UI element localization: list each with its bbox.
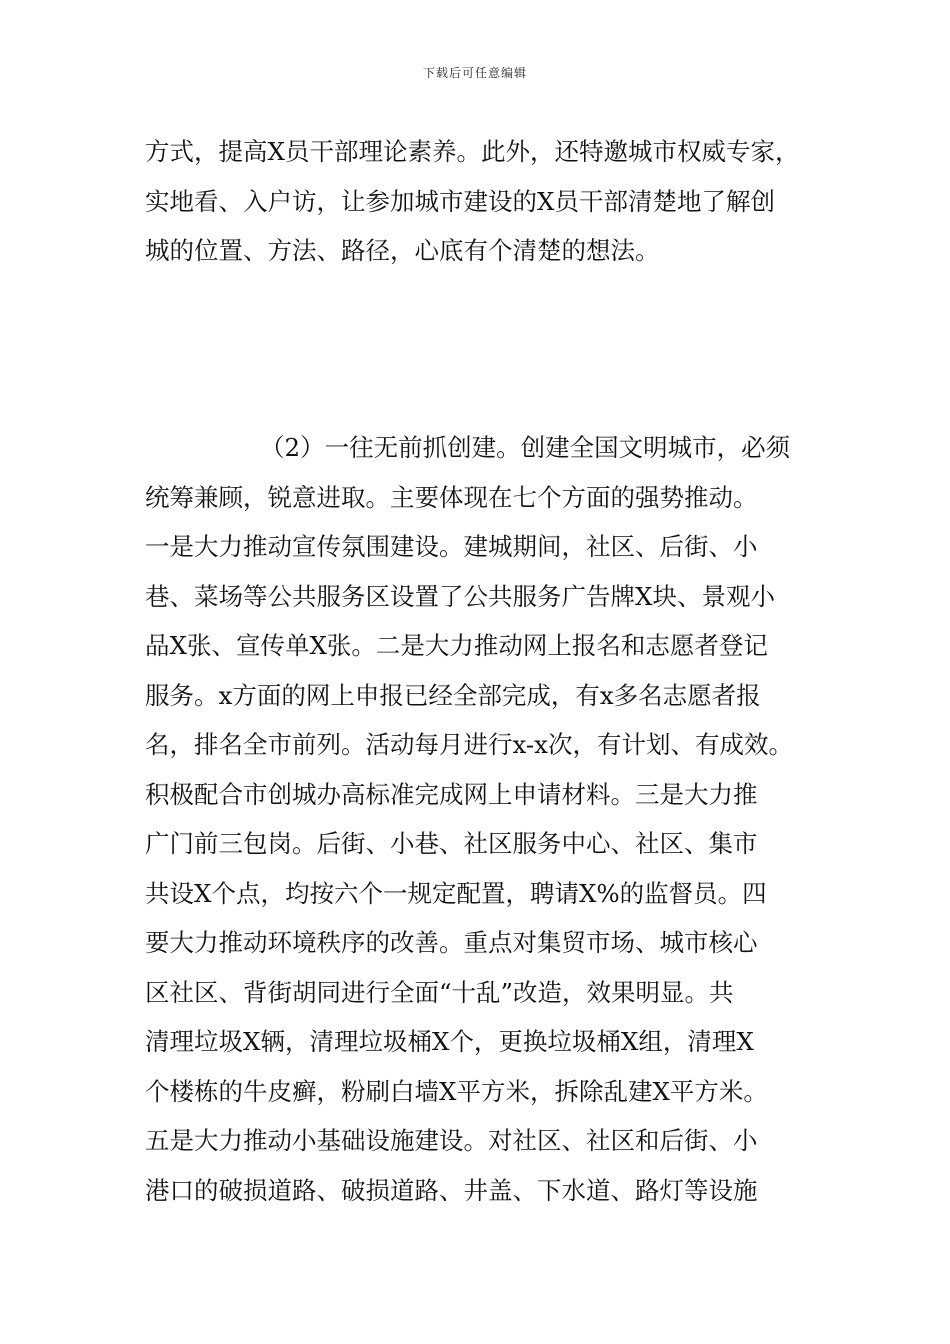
text-line: 名，排名全市前列。活动每月进行x-x次，有计划、有成效。 [145, 730, 793, 759]
text-line: 共设X个点，均按六个一规定配置，聘请X%的监督员。四 [145, 878, 767, 908]
text-line: 服务。x方面的网上申报已经全部完成，有x多名志愿者报 [145, 680, 761, 710]
text-line: 五是大力推动小基础设施建设。对社区、社区和后街、小 [145, 1126, 758, 1155]
page-header: 下载后可任意编辑 [422, 66, 527, 80]
text-line: 品X张、宣传单X张。二是大力推动网上报名和志愿者登记 [145, 631, 768, 660]
text-line: 广门前三包岗。后街、小巷、社区服务中心、社区、集市 [145, 829, 758, 858]
text-line: 积极配合市创城办高标准完成网上申请材料。三是大力推 [145, 779, 758, 809]
text-line: 实地看、入户访，让参加城市建设的X员干部清楚地了解创 [145, 186, 775, 216]
text-line: 巷、菜场等公共服务区设置了公共服务广告牌X块、景观小 [145, 581, 775, 611]
paragraph-2 [145, 423, 815, 1215]
text-line: 要大力推动环境秩序的改善。重点对集贸市场、城市核心 [145, 928, 758, 957]
text-line: 城的位置、方法、路径，心底有个清楚的想法。 [145, 236, 660, 265]
text-line: 区社区、背街胡同进行全面“十乱”改造，效果明显。共 [145, 977, 734, 1007]
text-line: 统筹兼顾，锐意进取。主要体现在七个方面的强势推动。 [145, 482, 758, 512]
text-line: 个楼栋的牛皮癣，粉刷白墙X平方米，拆除乱建X平方米。 [145, 1076, 768, 1106]
text-line: 清理垃圾X辆，清理垃圾桶X个，更换垃圾桶X组，清理X [145, 1027, 754, 1056]
text-line-first: （2）一往无前抓创建。创建全国文明城市，必须 [260, 433, 791, 462]
text-line: 港口的破损道路、破损道路、井盖、下水道、路灯等设施 [145, 1175, 758, 1205]
text-line: 一是大力推动宣传氛围建设。建城期间，社区、后街、小 [145, 532, 758, 561]
text-line: 方式，提高X员干部理论素养。此外，还特邀城市权威专家， [145, 137, 800, 166]
paragraph-1 [145, 127, 815, 276]
